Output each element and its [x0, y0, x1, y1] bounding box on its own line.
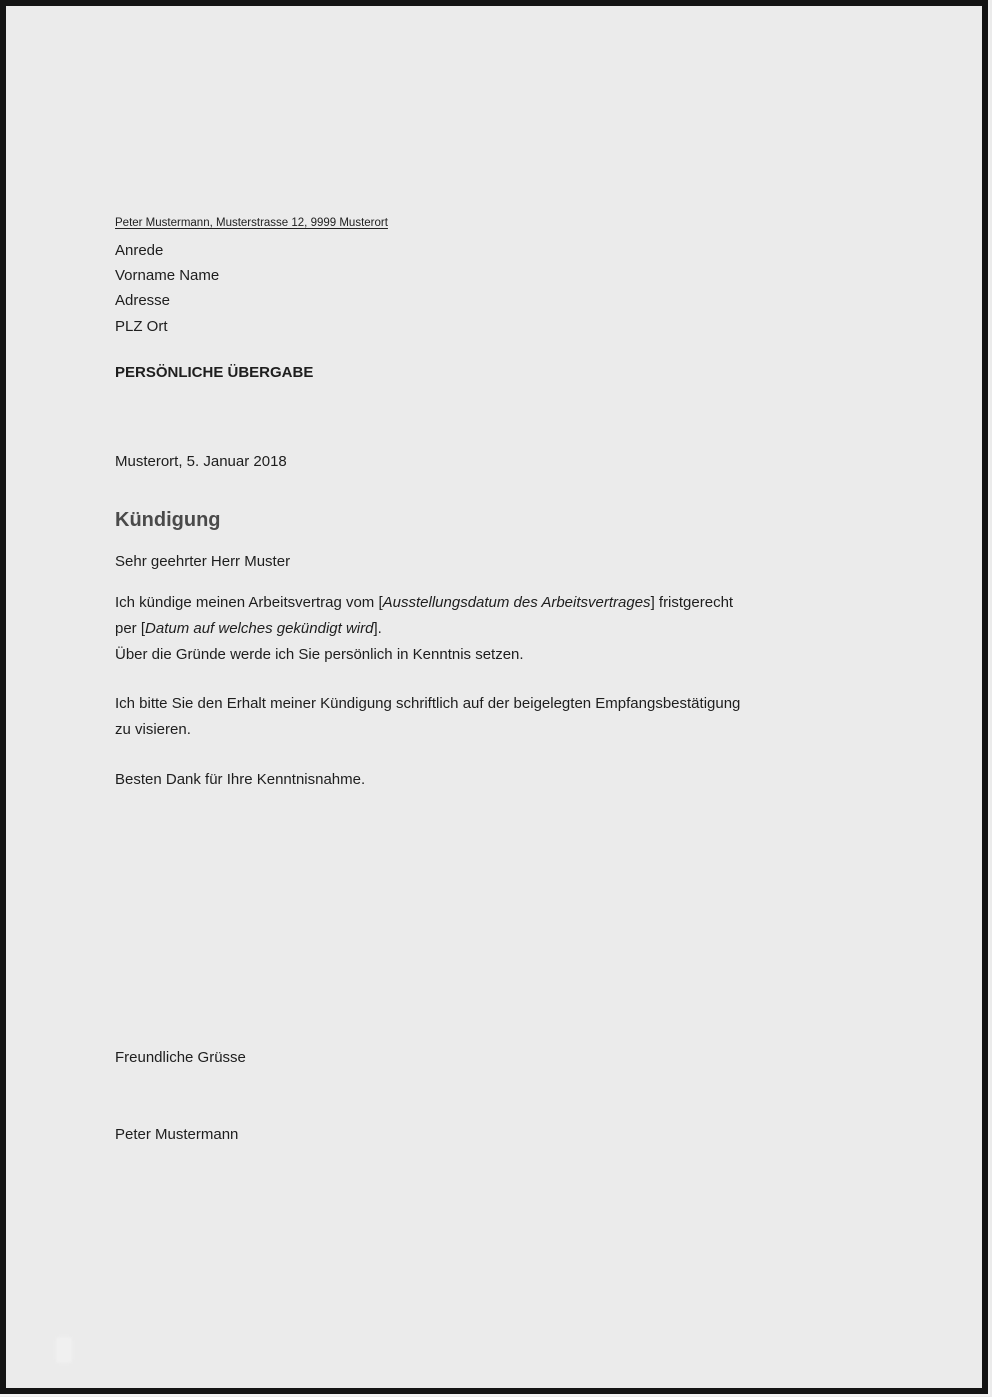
recipient-name: Vorname Name — [115, 267, 220, 285]
recipient-city: PLZ Ort — [115, 317, 168, 335]
paragraph-line — [115, 590, 733, 616]
paragraph-confirmation-request — [115, 691, 740, 743]
scan-artifact — [56, 1337, 72, 1363]
recipient-address: Adresse — [115, 292, 171, 310]
termination-text-3: per [ — [115, 620, 146, 637]
signature-name: Peter Mustermann — [115, 1126, 239, 1143]
date-line: Musterort, 5. Januar 2018 — [115, 453, 287, 470]
reasons-line: Über die Gründe werde ich Sie persönlich in Kenntnis setzen. — [115, 646, 524, 663]
greeting-line: Sehr geehrter Herr Muster — [115, 553, 291, 570]
termination-text-1: Ich kündige meinen Arbeitsvertrag vom [ — [115, 594, 383, 611]
recipient-salutation: Anrede — [115, 242, 164, 259]
paragraph-line: Ich bitte Sie den Erhalt meiner Kündigung schriftlich auf der beigelegten Empfangsbestätigung — [115, 695, 741, 712]
placeholder-contract-issue-date: Ausstellungsdatum des Arbeitsvertrages — [382, 594, 651, 611]
paragraph-termination — [115, 590, 733, 668]
closing-line: Freundliche Grüsse — [115, 1049, 246, 1066]
paragraph-line: zu visieren. — [115, 721, 191, 738]
termination-text-4: ]. — [373, 620, 382, 637]
subject-heading: Kündigung — [115, 509, 221, 531]
placeholder-termination-date: Datum auf welches gekündigt wird — [145, 620, 374, 637]
recipient-block — [115, 238, 219, 339]
paragraph-line — [115, 616, 733, 642]
sender-address-line: Peter Mustermann, Musterstrasse 12, 9999 Musterort — [115, 217, 388, 229]
termination-text-2: ] fristgerecht — [650, 594, 734, 611]
paragraph-thanks: Besten Dank für Ihre Kenntnisnahme. — [115, 771, 366, 788]
delivery-note: PERSÖNLICHE ÜBERGABE — [115, 364, 314, 381]
